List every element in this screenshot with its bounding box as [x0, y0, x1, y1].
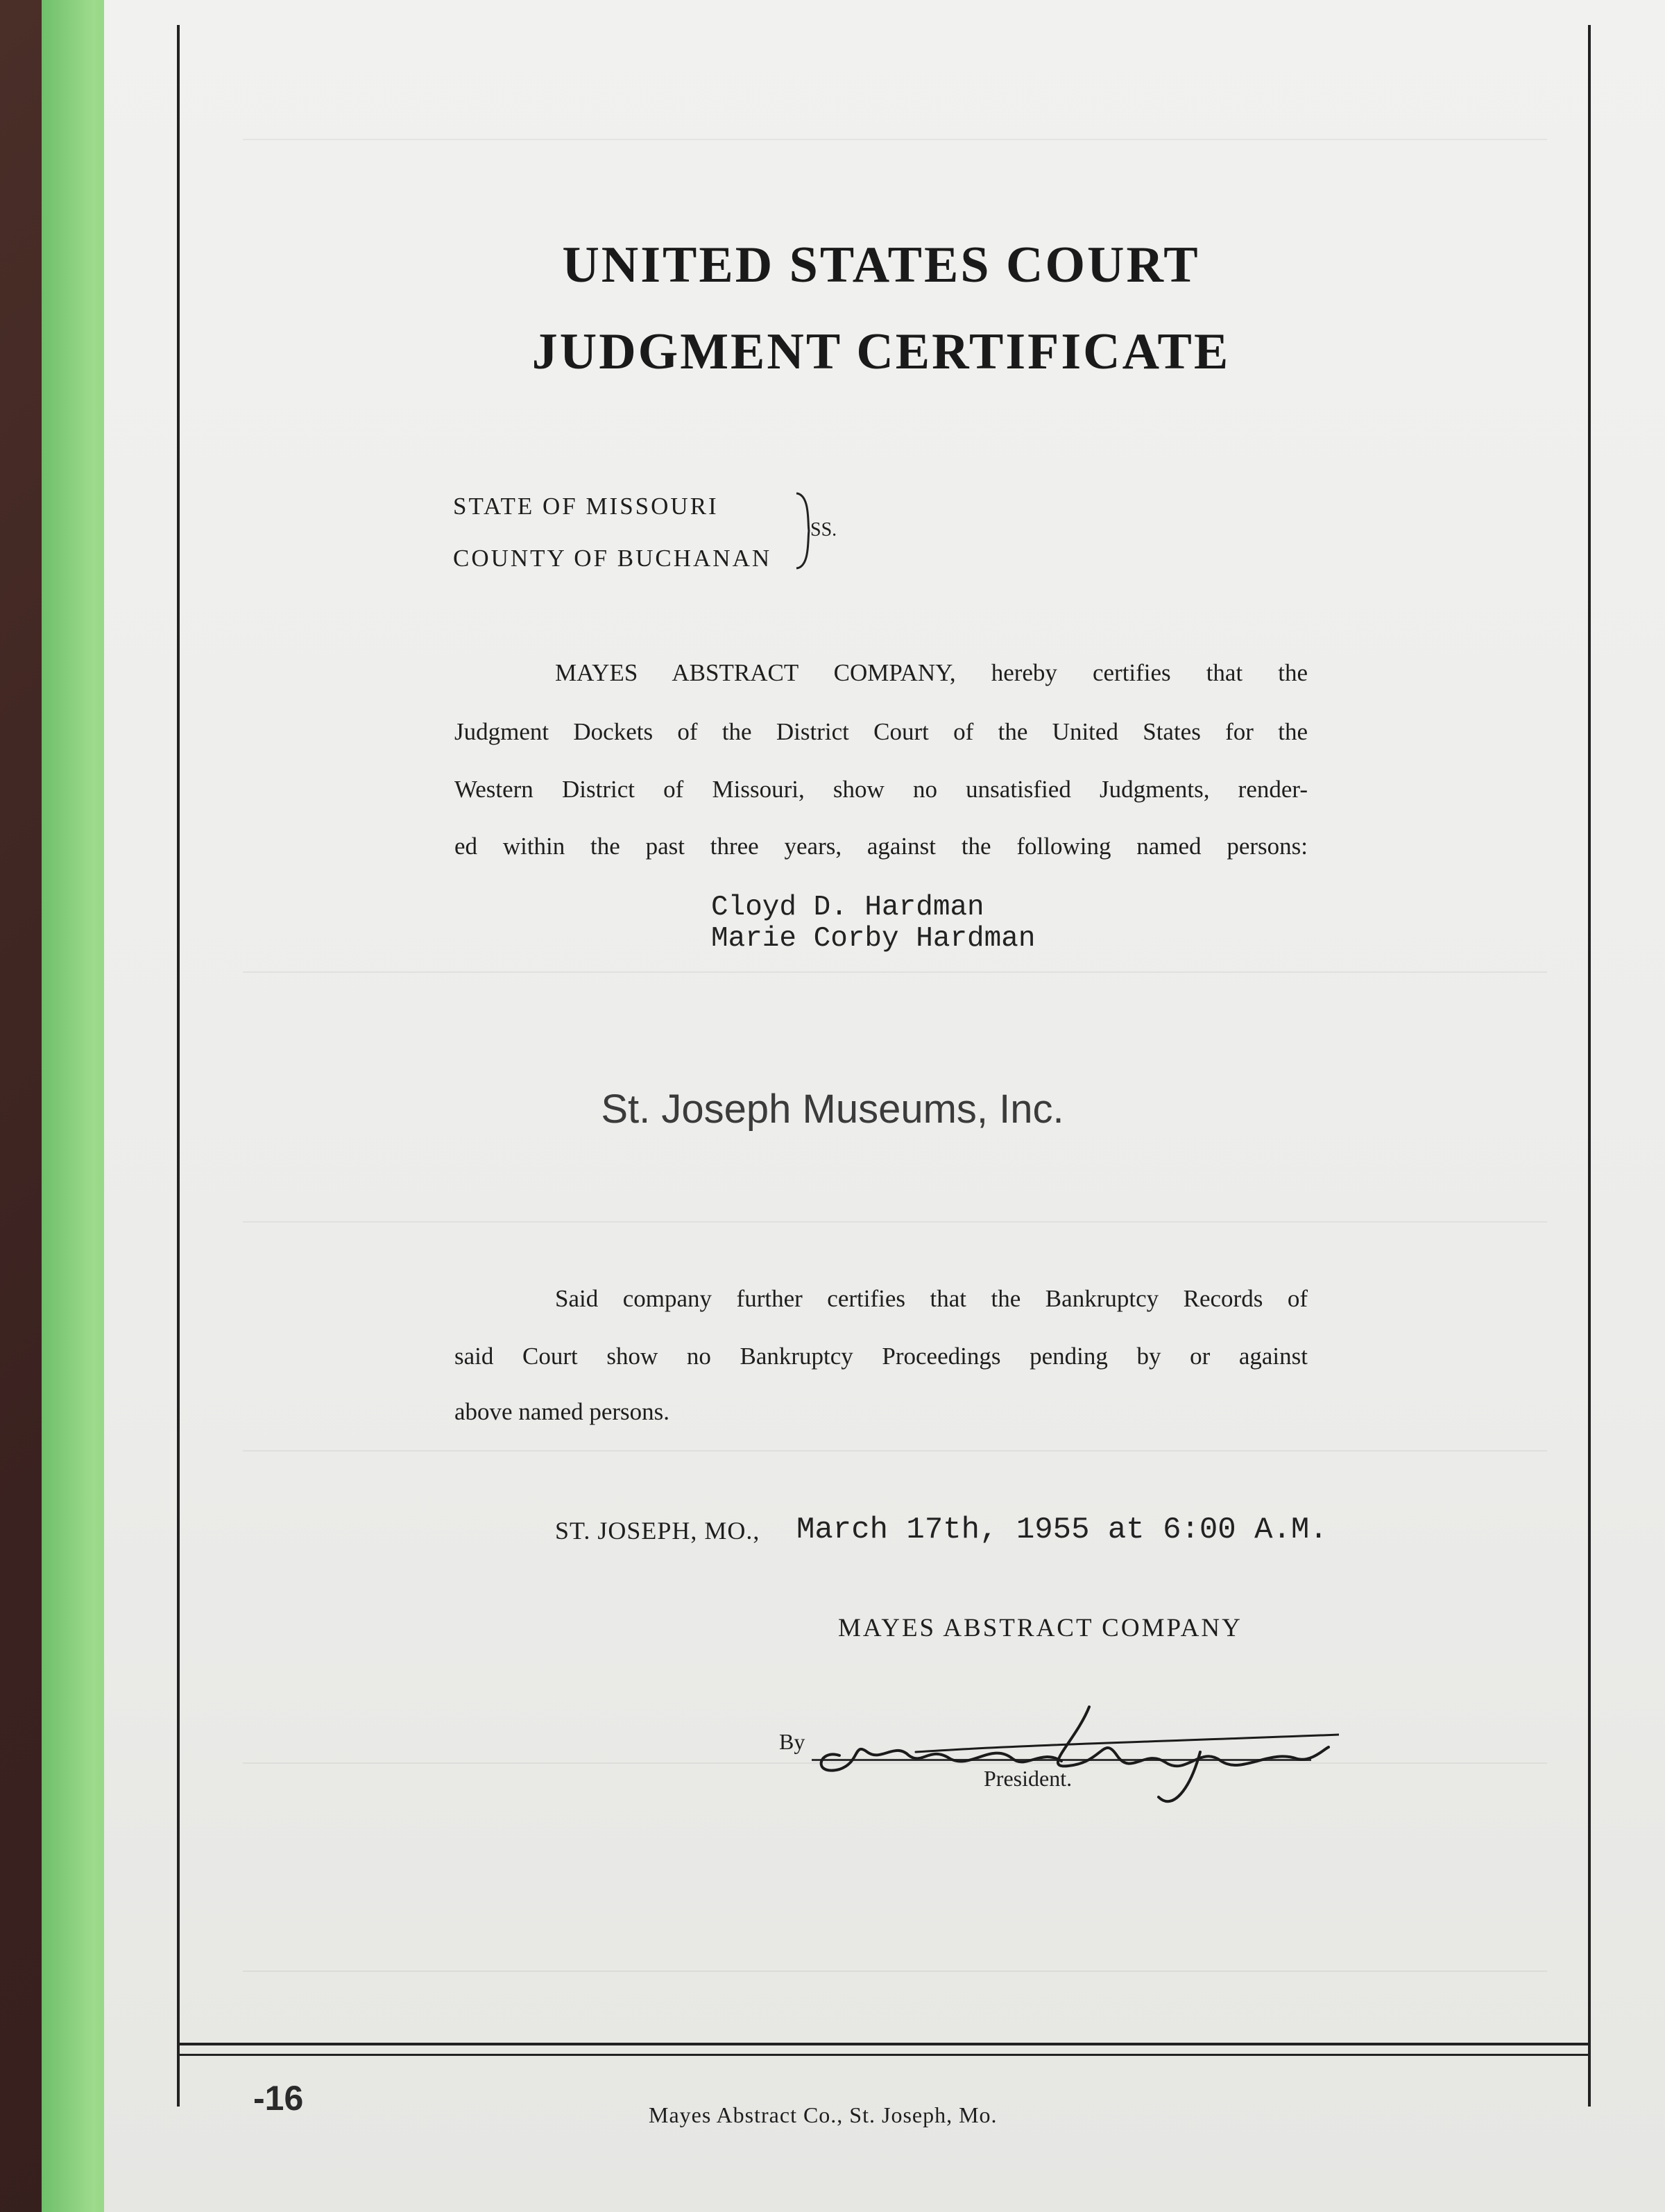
footer-publisher: Mayes Abstract Co., St. Joseph, Mo. — [649, 2102, 998, 2127]
by-label: By — [779, 1729, 805, 1754]
watermark: St. Joseph Museums, Inc. — [601, 1087, 1064, 1132]
paragraph1-line-4: ed within the past three years, against the following named persons: — [454, 833, 1308, 860]
handwritten-signature — [812, 1665, 1339, 1804]
page-number: -16 — [253, 2079, 304, 2118]
place: ST. JOSEPH, MO., — [555, 1517, 760, 1545]
footer-rule — [177, 2043, 1588, 2045]
footer-rule-inner — [177, 2054, 1588, 2056]
title-line-1: UNITED STATES COURT — [562, 237, 1200, 293]
paragraph2-line-2: said Court show no Bankruptcy Proceedings pending by or against — [454, 1343, 1308, 1370]
venue-county: COUNTY OF BUCHANAN — [453, 545, 772, 572]
paragraph1-line-3: Western District of Missouri, show no unsatisfied Judgments, render- — [454, 776, 1308, 803]
person-name-1: Cloyd D. Hardman — [711, 892, 984, 924]
paragraph1-line-1: MAYES ABSTRACT COMPANY, hereby certifies that the — [555, 659, 1308, 686]
paragraph1-line-2: Judgment Dockets of the District Court of the United States for the — [454, 718, 1308, 745]
venue-ss: SS. — [810, 519, 837, 541]
paragraph2-line-3: above named persons. — [454, 1398, 670, 1425]
title-line-2: JUDGMENT CERTIFICATE — [531, 323, 1231, 380]
person-name-2: Marie Corby Hardman — [711, 923, 1036, 955]
venue-state: STATE OF MISSOURI — [453, 493, 719, 520]
signing-company: MAYES ABSTRACT COMPANY — [838, 1614, 1243, 1642]
date-time: March 17th, 1955 at 6:00 A.M. — [796, 1513, 1328, 1547]
paragraph2-line-1: Said company further certifies that the Bankruptcy Records of — [555, 1285, 1308, 1312]
president-title: President. — [984, 1766, 1073, 1791]
